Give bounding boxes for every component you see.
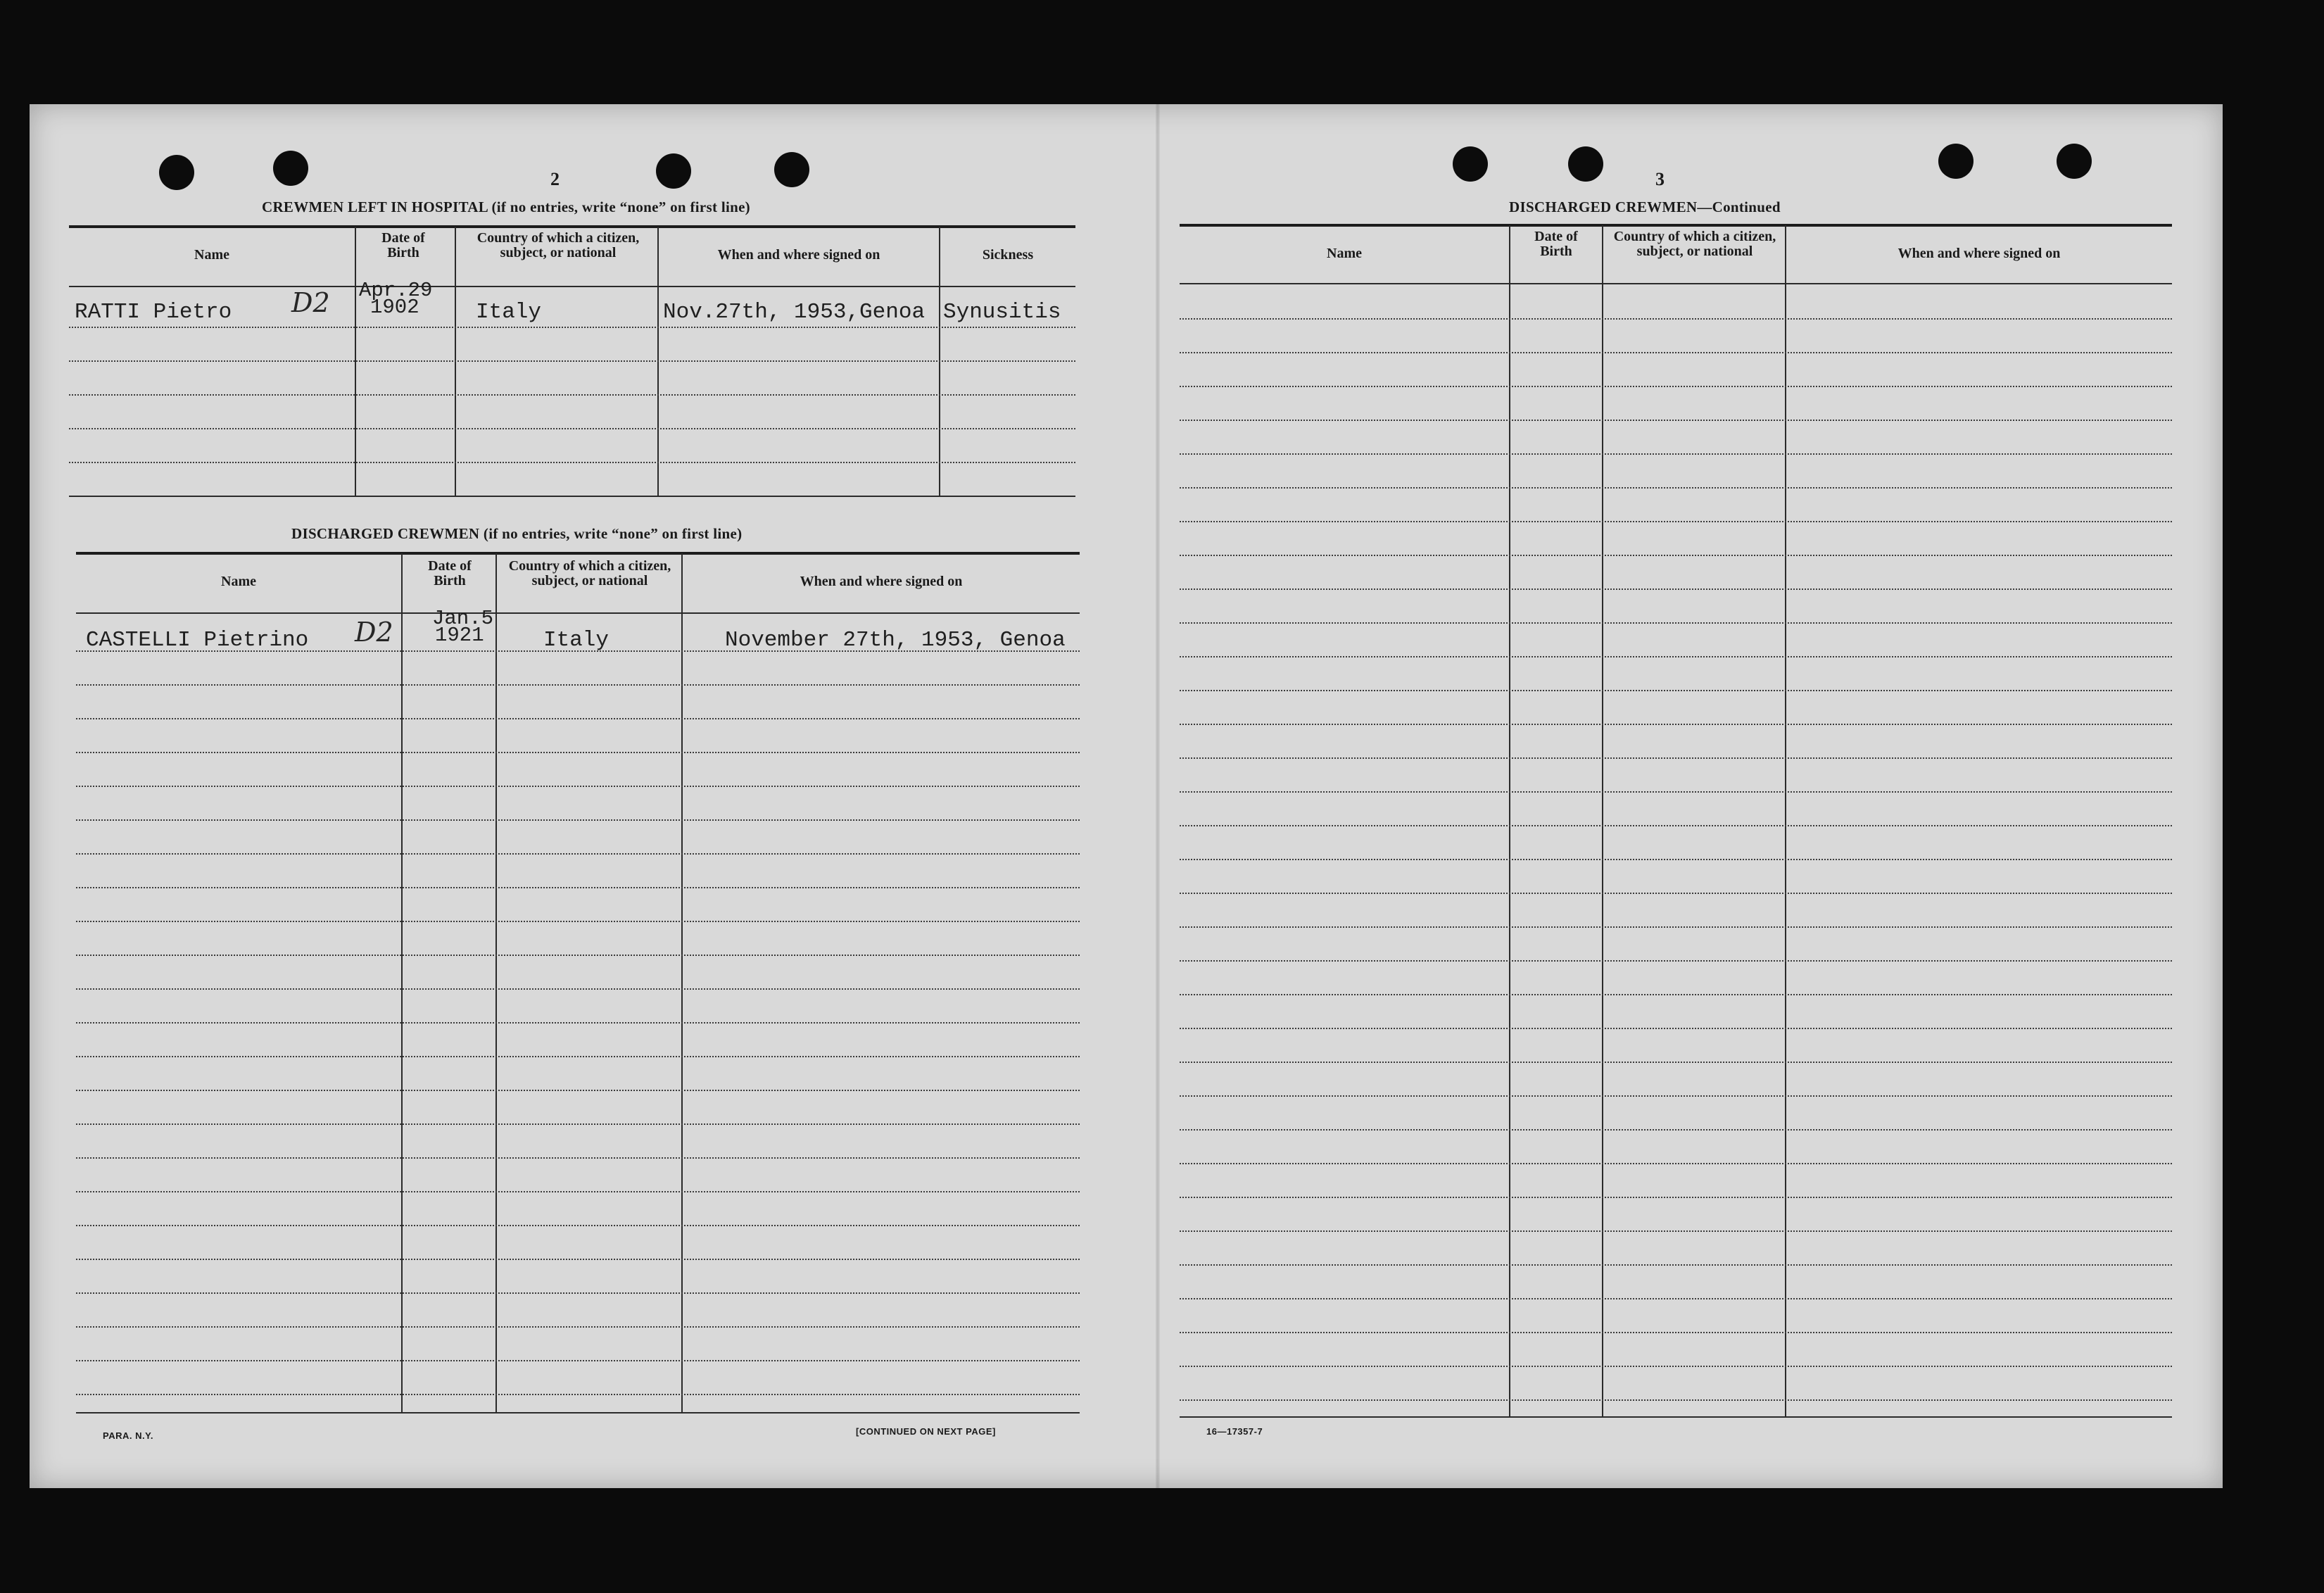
table-top-rule xyxy=(1180,224,2172,227)
entry-line xyxy=(1180,1163,2172,1164)
entry-line xyxy=(1180,791,2172,793)
header-date-of-birth: Date of Birth xyxy=(1534,229,1578,259)
hospital-title-text: CREWMEN LEFT IN HOSPITAL xyxy=(262,199,488,215)
entry-line xyxy=(1180,656,2172,657)
column-divider xyxy=(455,227,456,497)
punch-hole xyxy=(1938,144,1973,179)
entry-line xyxy=(1180,487,2172,489)
entry-line xyxy=(1180,1264,2172,1266)
footer-left-print-code: PARA. N.Y. xyxy=(103,1430,153,1441)
entry-line xyxy=(1180,825,2172,826)
entry-line xyxy=(1180,588,2172,590)
handwritten-initials: D2 xyxy=(291,287,330,318)
entry-line xyxy=(76,1225,1080,1226)
page-number-right: 3 xyxy=(1655,169,1665,189)
column-divider xyxy=(1785,225,1786,1416)
entry-line xyxy=(1180,1129,2172,1131)
entry-line xyxy=(1180,420,2172,421)
entry-line xyxy=(76,684,1080,686)
header-bottom-rule xyxy=(76,612,1080,614)
entry-line xyxy=(1180,690,2172,691)
entry-line xyxy=(76,955,1080,956)
discharged-instruction: (if no entries, write “none” on first line) xyxy=(483,525,743,542)
entry-line xyxy=(1180,1332,2172,1333)
hospital-instruction: (if no entries, write “none” on first line) xyxy=(491,199,750,215)
header-bottom-rule xyxy=(69,286,1075,287)
discharged-row-country: Italy xyxy=(543,628,610,653)
discharged-row-dob-day: Jan.5 xyxy=(432,607,494,630)
entry-line xyxy=(69,360,1075,362)
header-date-of-birth: Date of Birth xyxy=(428,558,472,588)
entry-line xyxy=(76,1022,1080,1024)
discharged-table xyxy=(76,552,1080,1425)
column-divider xyxy=(401,553,403,1412)
entry-line xyxy=(1180,859,2172,860)
entry-line xyxy=(69,394,1075,396)
footer-continued-note: [CONTINUED ON NEXT PAGE] xyxy=(856,1426,996,1437)
hospital-row-dob-day: Apr.29 xyxy=(359,279,433,302)
entry-line xyxy=(69,462,1075,463)
header-signed-on: When and where signed on xyxy=(1897,246,2061,261)
entry-line xyxy=(76,752,1080,753)
entry-line xyxy=(76,1191,1080,1192)
entry-line xyxy=(1180,555,2172,556)
table-top-rule xyxy=(76,552,1080,555)
punch-hole xyxy=(1568,146,1603,182)
entry-line xyxy=(1180,1197,2172,1198)
hospital-section-title xyxy=(262,199,750,216)
entry-line xyxy=(1180,994,2172,995)
entry-line xyxy=(76,988,1080,990)
entry-line xyxy=(1180,893,2172,894)
entry-line xyxy=(1180,521,2172,522)
entry-line xyxy=(1180,1399,2172,1401)
entry-line xyxy=(1180,1028,2172,1029)
handwritten-initials: D2 xyxy=(355,617,393,648)
document-sheet xyxy=(30,104,2223,1488)
punch-hole xyxy=(159,155,194,190)
header-country: Country of which a citizen, subject, or national xyxy=(1613,229,1776,259)
punch-hole xyxy=(774,152,809,187)
entry-line xyxy=(1180,1062,2172,1063)
entry-line xyxy=(1180,1095,2172,1097)
hospital-row-name: RATTI Pietro xyxy=(75,300,232,325)
footer-form-number: 16—17357-7 xyxy=(1206,1426,1263,1437)
punch-hole xyxy=(2057,144,2092,179)
table-bottom-rule xyxy=(76,1412,1080,1413)
entry-line xyxy=(1180,926,2172,928)
discharged-row-dob-year: 1921 xyxy=(435,624,484,647)
hospital-row-signed-on: Nov.27th, 1953,Genoa xyxy=(663,300,926,325)
entry-line xyxy=(1180,453,2172,455)
header-country: Country of which a citizen, subject, or national xyxy=(476,230,640,260)
entry-line xyxy=(76,786,1080,787)
entry-line xyxy=(1180,1298,2172,1299)
header-signed-on: When and where signed on xyxy=(800,574,963,589)
hospital-row-sickness: Synusitis xyxy=(943,300,1061,325)
entry-line xyxy=(76,1360,1080,1361)
header-name: Name xyxy=(221,574,256,589)
header-country: Country of which a citizen, subject, or national xyxy=(508,558,671,588)
column-divider xyxy=(355,227,356,497)
column-divider xyxy=(681,553,683,1412)
entry-line xyxy=(69,327,1075,328)
entry-line xyxy=(76,1292,1080,1294)
column-divider xyxy=(1602,225,1603,1416)
entry-line xyxy=(76,1157,1080,1159)
discharged-continued-title: DISCHARGED CREWMEN—Continued xyxy=(1509,199,1781,215)
page-fold xyxy=(1156,104,1160,1488)
entry-line xyxy=(1180,724,2172,725)
discharged-continued-table xyxy=(1180,224,2172,1435)
table-top-rule xyxy=(69,225,1075,228)
entry-line xyxy=(76,921,1080,922)
hospital-row-country: Italy xyxy=(476,300,542,325)
table-bottom-rule xyxy=(1180,1416,2172,1418)
entry-line xyxy=(1180,386,2172,387)
entry-line xyxy=(1180,1230,2172,1232)
entry-line xyxy=(76,1259,1080,1260)
discharged-row-name: CASTELLI Pietrino xyxy=(86,628,309,653)
column-divider xyxy=(495,553,497,1412)
entry-line xyxy=(76,1123,1080,1125)
discharged-section-title xyxy=(291,525,742,543)
entry-line xyxy=(76,1056,1080,1057)
discharged-title-text: DISCHARGED CREWMEN xyxy=(291,525,480,542)
header-date-of-birth: Date of Birth xyxy=(381,230,425,260)
column-divider xyxy=(1509,225,1510,1416)
entry-line xyxy=(76,1326,1080,1328)
entry-line xyxy=(76,1394,1080,1395)
column-divider xyxy=(657,227,659,497)
column-divider xyxy=(939,227,940,497)
entry-line xyxy=(76,1090,1080,1091)
header-name: Name xyxy=(1327,246,1362,261)
page-number-left: 2 xyxy=(550,169,560,189)
entry-line xyxy=(1180,757,2172,759)
hospital-table xyxy=(69,225,1075,605)
entry-line xyxy=(1180,318,2172,320)
entry-line xyxy=(1180,960,2172,962)
entry-line xyxy=(76,718,1080,719)
entry-line xyxy=(69,428,1075,429)
header-name: Name xyxy=(194,247,229,263)
header-bottom-rule xyxy=(1180,283,2172,284)
table-bottom-rule xyxy=(69,496,1075,497)
entry-line xyxy=(1180,352,2172,353)
entry-line xyxy=(1180,1366,2172,1367)
entry-line xyxy=(1180,622,2172,624)
punch-hole xyxy=(656,153,691,189)
header-sickness: Sickness xyxy=(982,247,1034,263)
entry-line xyxy=(76,853,1080,855)
punch-hole xyxy=(1453,146,1488,182)
hospital-row-dob-year: 1902 xyxy=(370,296,419,319)
entry-line xyxy=(76,819,1080,821)
entry-line xyxy=(76,887,1080,888)
discharged-row-signed-on: November 27th, 1953, Genoa xyxy=(725,628,1066,653)
punch-hole xyxy=(273,151,308,186)
header-signed-on: When and where signed on xyxy=(717,247,880,263)
